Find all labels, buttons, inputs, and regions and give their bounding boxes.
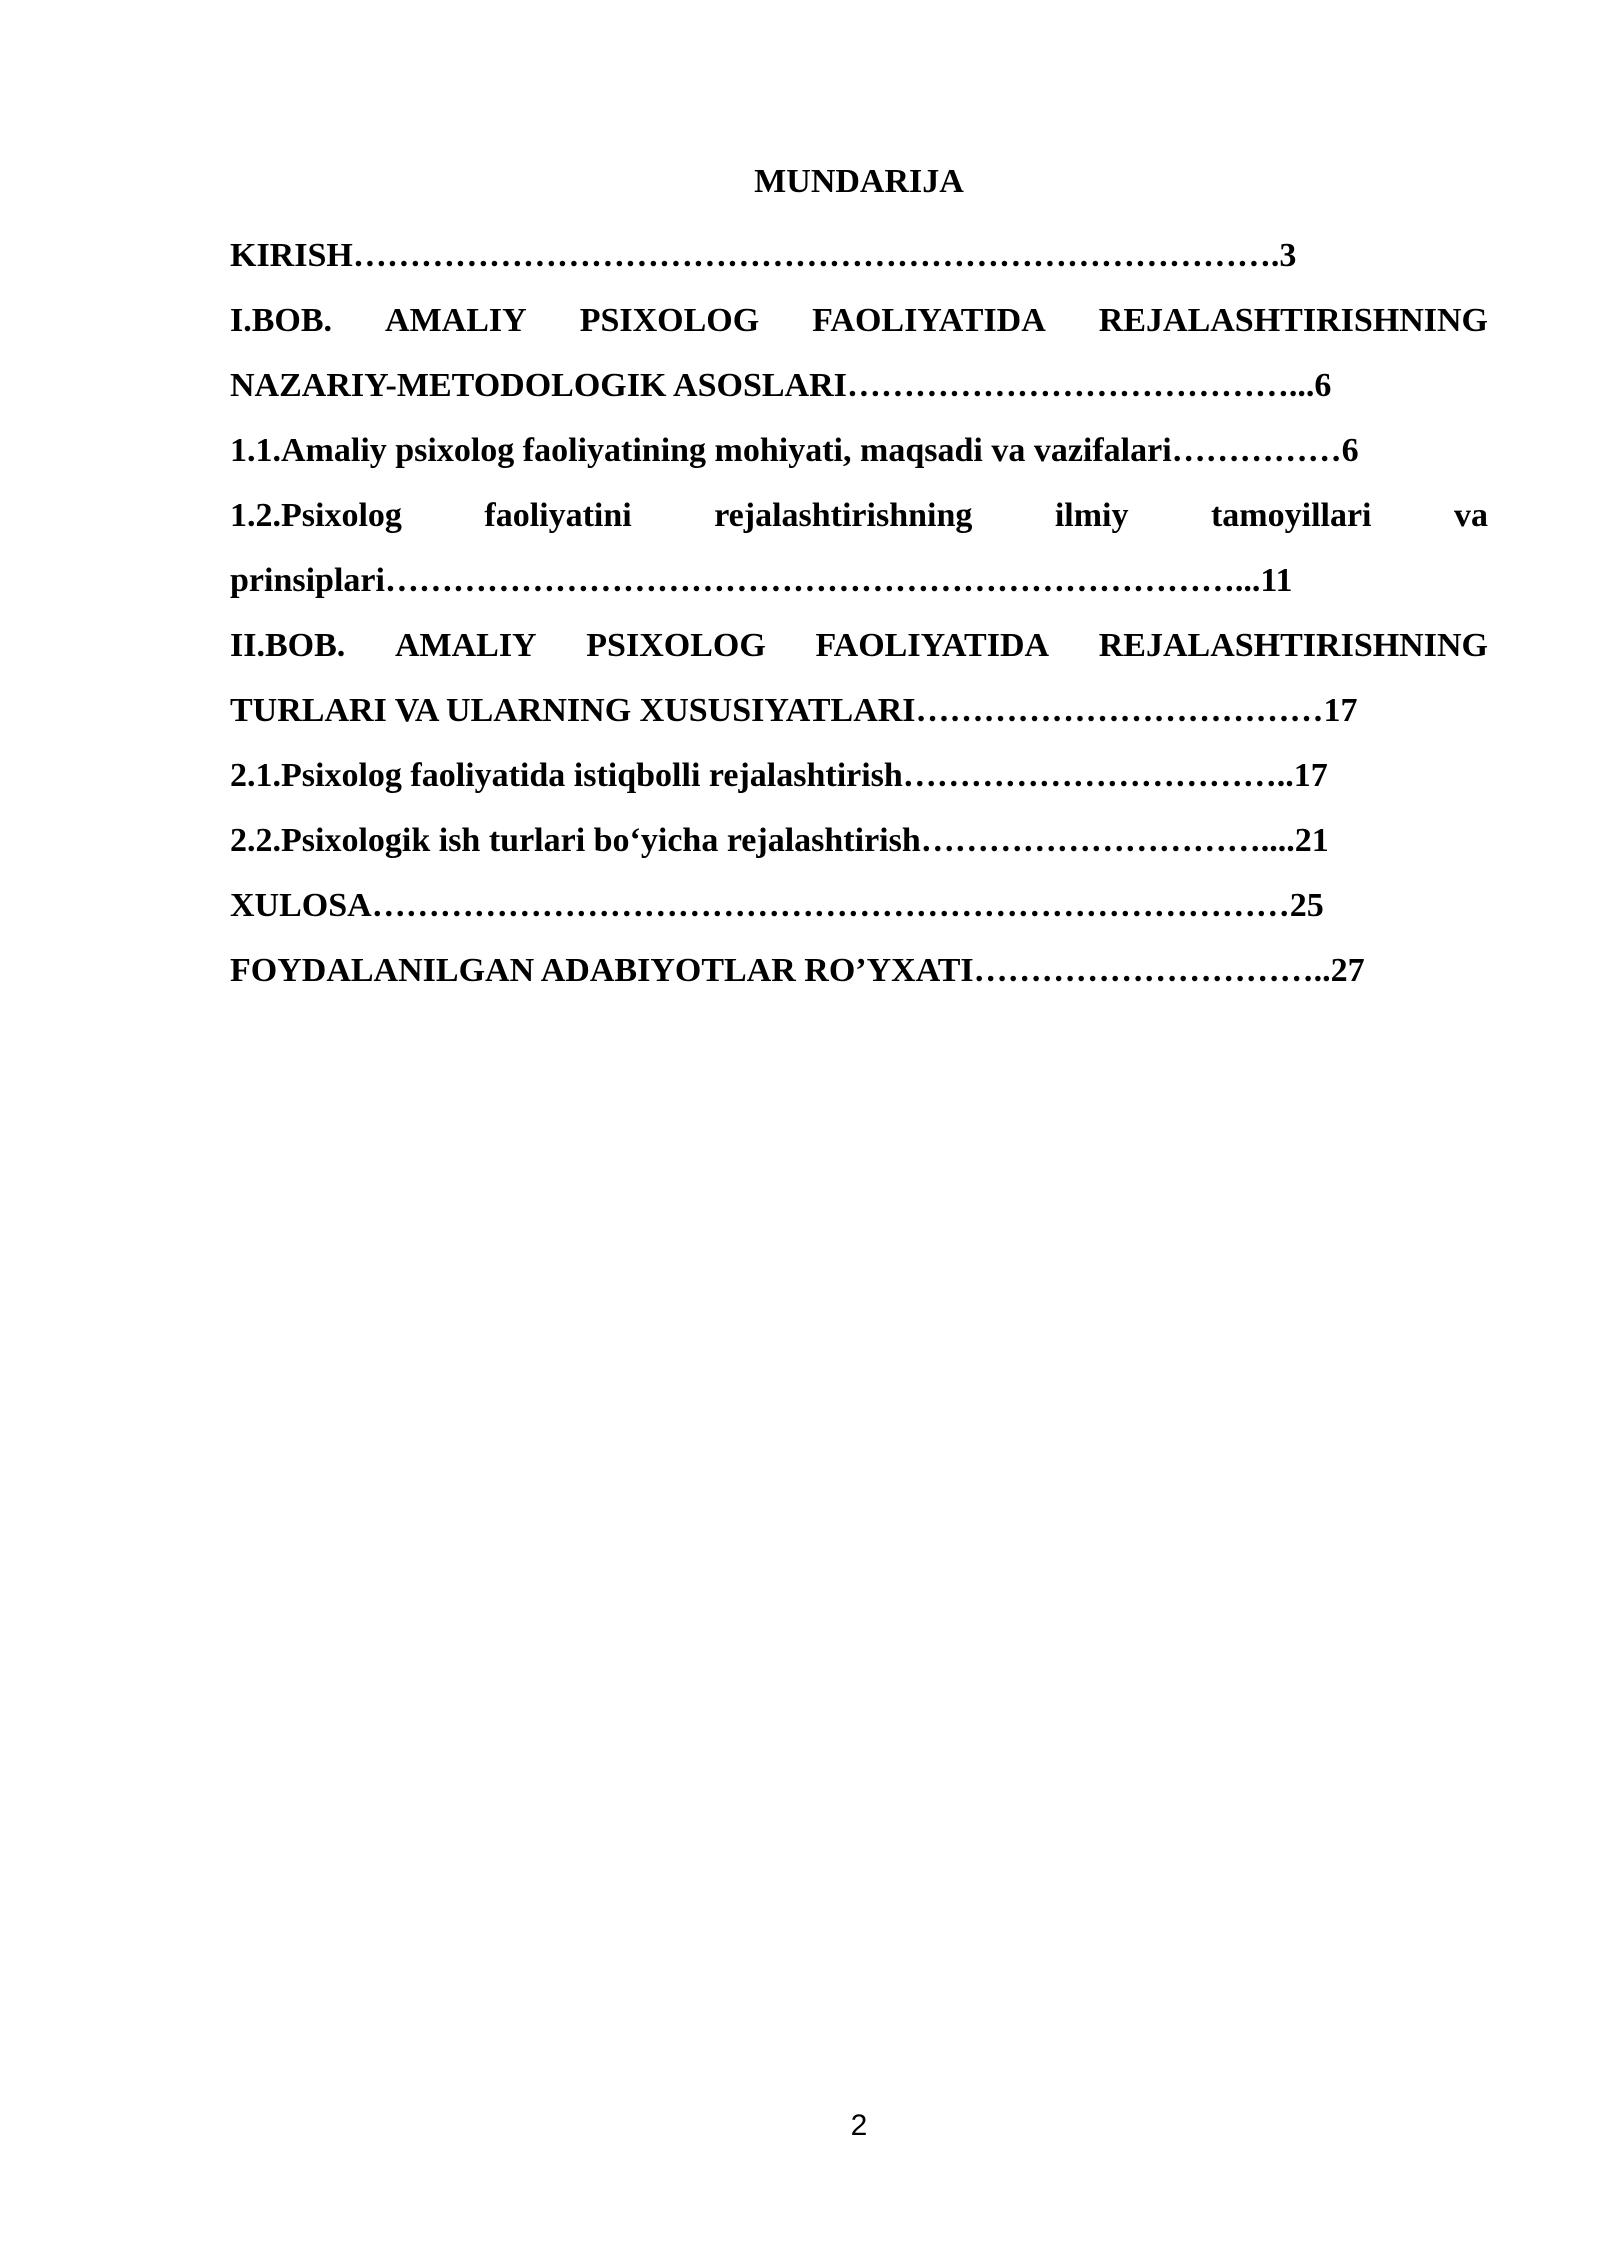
toc-entry-section-2-2[interactable]: 2.2.Psixologik ish turlari bo‘yicha rejalashtirish…………………………....21 bbox=[230, 822, 1329, 859]
page-number: 2 bbox=[850, 2109, 868, 2142]
toc-entry-bob2-heading[interactable] bbox=[230, 613, 1488, 678]
toc-word: PSIXOLOG bbox=[586, 627, 766, 664]
toc-word: tamoyillari bbox=[1210, 497, 1372, 534]
toc-word: ilmiy bbox=[1054, 497, 1129, 534]
toc-entry-section-2-1[interactable]: 2.1.Psixolog faoliyatida istiqbolli rejalashtirish……………………………..17 bbox=[230, 757, 1328, 794]
toc-word: faoliyatini bbox=[484, 497, 632, 534]
toc-word: va bbox=[1453, 497, 1488, 534]
toc-word: AMALIY bbox=[394, 627, 537, 664]
toc-entry-kirish[interactable]: KIRISH……………………………………………………………………….3 bbox=[230, 237, 1297, 274]
toc-entry-section-1-1[interactable]: 1.1.Amaliy psixolog faoliyatining mohiyati, maqsadi va vazifalari……………6 bbox=[230, 432, 1359, 469]
toc-entry-bob2-continuation[interactable]: TURLARI VA ULARNING XUSUSIYATLARI………………………………17 bbox=[230, 692, 1358, 729]
toc-word: AMALIY bbox=[385, 302, 527, 339]
toc-entry-xulosa[interactable]: XULOSA………………………………………………………………………25 bbox=[230, 887, 1324, 924]
toc-entry-bob1-heading[interactable] bbox=[230, 288, 1488, 353]
toc-entry-adabiyotlar[interactable]: FOYDALANILGAN ADABIYOTLAR RO’YXATI…………………………..27 bbox=[230, 952, 1365, 989]
table-of-contents bbox=[230, 223, 1488, 1003]
toc-word: FAOLIYATIDA bbox=[812, 302, 1046, 339]
toc-word: 1.2.Psixolog bbox=[230, 497, 402, 534]
toc-word: I.BOB. bbox=[230, 302, 333, 339]
toc-word: REJALASHTIRISHNING bbox=[1098, 302, 1488, 339]
toc-entry-bob1-continuation[interactable]: NAZARIY-METODOLOGIK ASOSLARI…………………………………...6 bbox=[230, 367, 1332, 404]
toc-entry-section-1-2-continuation[interactable]: prinsiplari…………………………………………………………………...11 bbox=[230, 562, 1293, 599]
toc-word: FAOLIYATIDA bbox=[815, 627, 1050, 664]
toc-entry-section-1-2-heading[interactable] bbox=[230, 483, 1488, 548]
toc-title: MUNDARIJA bbox=[754, 163, 964, 200]
toc-word: II.BOB. bbox=[230, 627, 346, 664]
toc-word: rejalashtirishning bbox=[714, 497, 973, 534]
toc-word: REJALASHTIRISHNING bbox=[1098, 627, 1488, 664]
toc-word: PSIXOLOG bbox=[579, 302, 760, 339]
